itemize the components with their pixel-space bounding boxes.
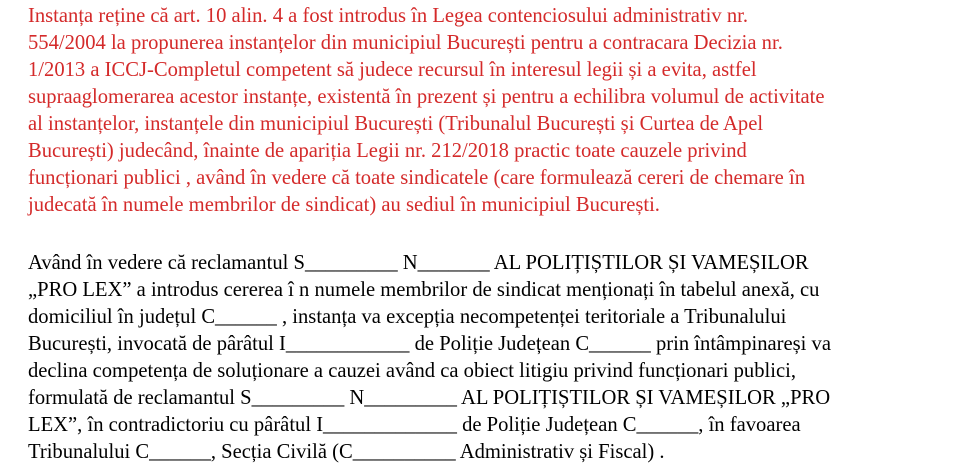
- paragraph-line: LEX”, în contradictoriu cu pârâtul I_____________ de Poliție Județean C______, în favoarea: [28, 414, 801, 436]
- paragraph-line: formulată de reclamantul S_________ N_________ AL POLIȚIȘTILOR ȘI VAMEȘILOR „PRO: [28, 387, 831, 409]
- paragraph-line: Tribunalului C______, Secția Civilă (C__________ Administrativ și Fiscal) .: [28, 441, 665, 463]
- paragraph-line: 1/2013 a ICCJ-Completul competent să judece recursul în interesul legii și a evita, astfel: [28, 59, 757, 81]
- paragraph-line: domiciliul în județul C______ , instanța va excepția necompetenței teritoriale a Tribunalului: [28, 306, 787, 328]
- paragraph-line: declina competența de soluționare a cauzei având ca obiect litigiu privind funcționari publici,: [28, 360, 796, 382]
- paragraph-line: București) judecând, înainte de apariția Legii nr. 212/2018 practic toate cauzele privind: [28, 140, 747, 162]
- paragraph-line: funcționari publici , având în vedere că toate sindicatele (care formulează cereri de chemare în: [28, 167, 805, 189]
- paragraph-line: al instanțelor, instanțele din municipiul București (Tribunalul București și Curtea de Apel: [28, 113, 764, 135]
- paragraph-line: „PRO LEX” a introdus cererea î n numele membrilor de sindicat menționați în tabelul anexă, cu: [28, 279, 820, 301]
- paragraph-line: 554/2004 la propunerea instanțelor din municipiul București pentru a contracara Decizia nr.: [28, 32, 783, 54]
- paragraph-line: judecată în numele membrilor de sindicat) au sediul în municipiul București.: [28, 194, 660, 216]
- paragraph-line: București, invocată de pârâtul I____________ de Poliție Județean C______ prin întâmpinareși va: [28, 333, 831, 355]
- paragraph-line: Având în vedere că reclamantul S_________ N_______ AL POLIȚIȘTILOR ȘI VAMEȘILOR: [28, 252, 809, 274]
- paragraph-line: supraaglomerarea acestor instanțe, existentă în prezent și pentru a echilibra volumul de activitate: [28, 86, 825, 108]
- paragraph-line: Instanța reține că art. 10 alin. 4 a fost introdus în Legea contenciosului administrativ nr.: [28, 5, 749, 27]
